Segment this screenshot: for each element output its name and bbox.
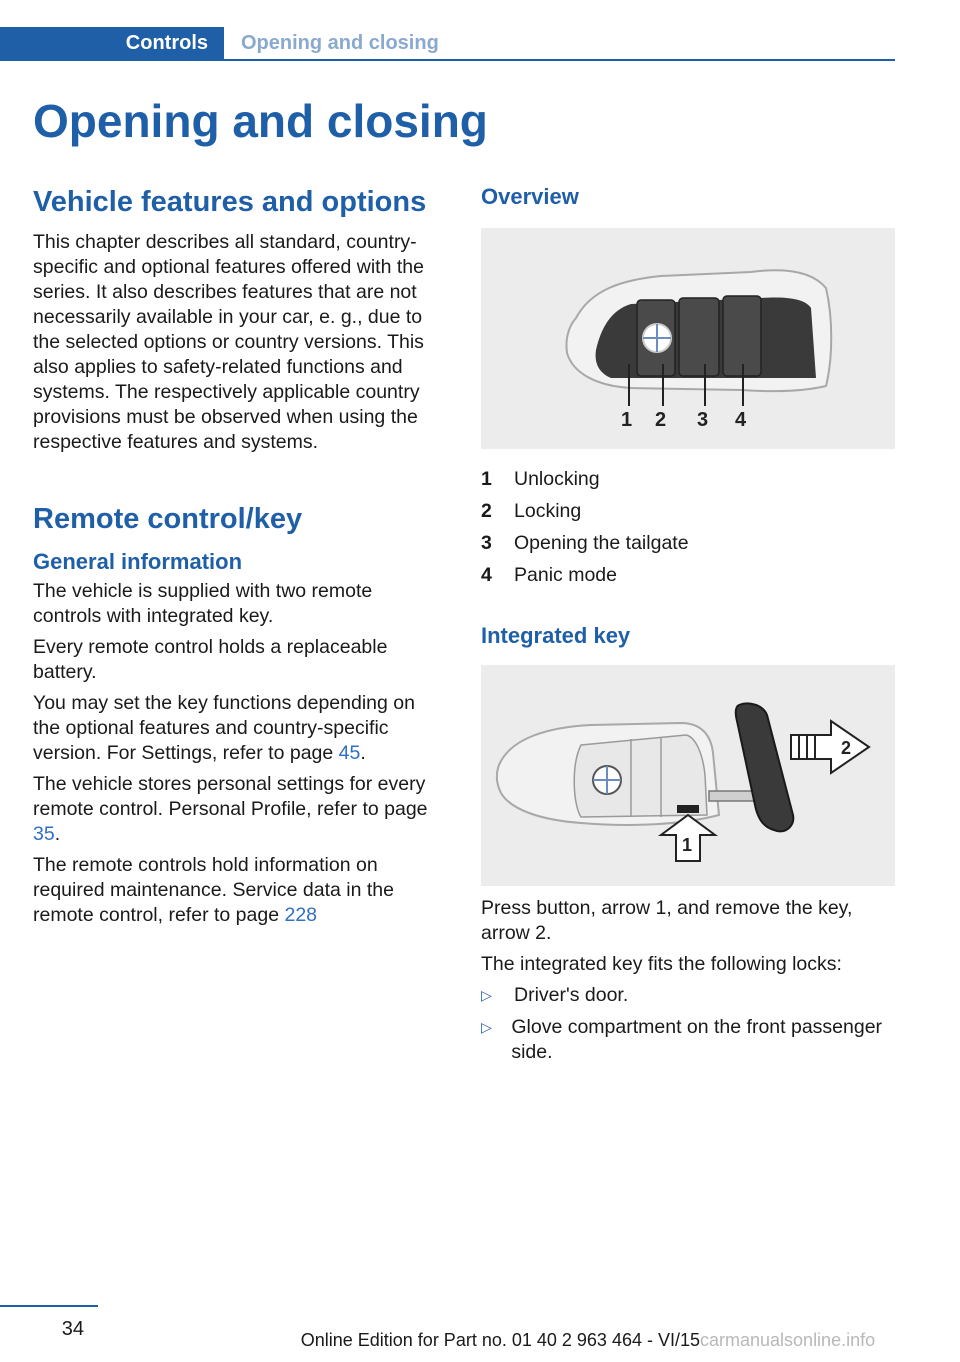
footer-rule: [0, 1305, 98, 1307]
integrated-key-heading: Integrated key: [481, 623, 631, 648]
page-link-45[interactable]: 45: [338, 742, 361, 764]
remote-paragraph-1: The vehicle is supplied with two remote controls with integrated key.: [33, 580, 373, 627]
remote-paragraph-4: The vehicle stores personal settings for every remote control. Personal Profile, refer to page 35.: [33, 773, 428, 845]
figure-label-3: 3: [697, 409, 709, 431]
figure-label-2: 2: [655, 409, 667, 431]
general-information-heading: General information: [33, 549, 243, 574]
page-title: Opening and closing: [33, 95, 488, 147]
page-link-35[interactable]: 35: [33, 823, 55, 845]
header-bar: [0, 27, 895, 61]
integrated-key-paragraph-1: Press button, arrow 1, and remove the key, arrow 2.: [481, 897, 853, 944]
bullet-triangle-icon: ▷: [481, 1019, 492, 1035]
figure-label-4: 4: [735, 409, 747, 431]
section-tab[interactable]: Controls: [0, 27, 224, 61]
left-column: [33, 182, 443, 928]
list-item: 2 Locking: [481, 500, 582, 522]
list-item: ▷ Glove compartment on the front passenger side.: [481, 1016, 883, 1063]
header-rule: [0, 59, 895, 61]
list-item: 1 Unlocking: [481, 468, 600, 490]
vehicle-features-heading: Vehicle features and options: [33, 186, 427, 218]
locks-list: [481, 983, 895, 1065]
remote-key-illustration: [481, 228, 895, 449]
remote-key-figure: [481, 228, 895, 449]
integrated-key-figure: [481, 665, 895, 886]
figure-arrow-label-1: 1: [682, 835, 693, 855]
remote-control-heading: Remote control/key: [33, 503, 303, 535]
right-column: [481, 182, 895, 1072]
remote-paragraph-2: Every remote control holds a replaceable battery.: [33, 636, 388, 683]
figure-arrow-label-2: 2: [841, 738, 852, 758]
chapter-tab[interactable]: Opening and closing: [241, 32, 439, 54]
list-item: 4 Panic mode: [481, 564, 617, 586]
remote-paragraph-5: The remote controls hold information on required maintenance. Service data in the remote control, refer to page 228: [33, 854, 394, 926]
watermark: carmanualsonline.info: [700, 1330, 876, 1350]
list-item: ▷ Driver's door.: [481, 984, 629, 1006]
figure-label-1: 1: [621, 409, 633, 431]
page-link-228[interactable]: 228: [284, 904, 318, 926]
integrated-key-paragraph-2: The integrated key fits the following locks:: [481, 953, 842, 975]
vehicle-features-text: This chapter describes all standard, country-specific and optional features offered with the series. It also describes features that are not necessarily available in your car, e. g., due to the selected options or country versions. This also applies to safety-related functions and systems. The respectively applicable country provisions must be observed when using the respective features and systems.: [33, 231, 424, 453]
overview-list: [481, 463, 895, 591]
page-number: 34: [61, 1318, 84, 1340]
overview-heading: Overview: [481, 184, 579, 209]
integrated-key-illustration: [481, 665, 895, 886]
bullet-triangle-icon: ▷: [481, 987, 492, 1003]
edition-note: Online Edition for Part no. 01 40 2 963 464 - VI/15: [300, 1330, 700, 1350]
list-item: 3 Opening the tailgate: [481, 532, 689, 554]
remote-paragraph-3: You may set the key functions depending on the optional features and country-specific version. For Settings, refer to page 45.: [33, 692, 415, 764]
